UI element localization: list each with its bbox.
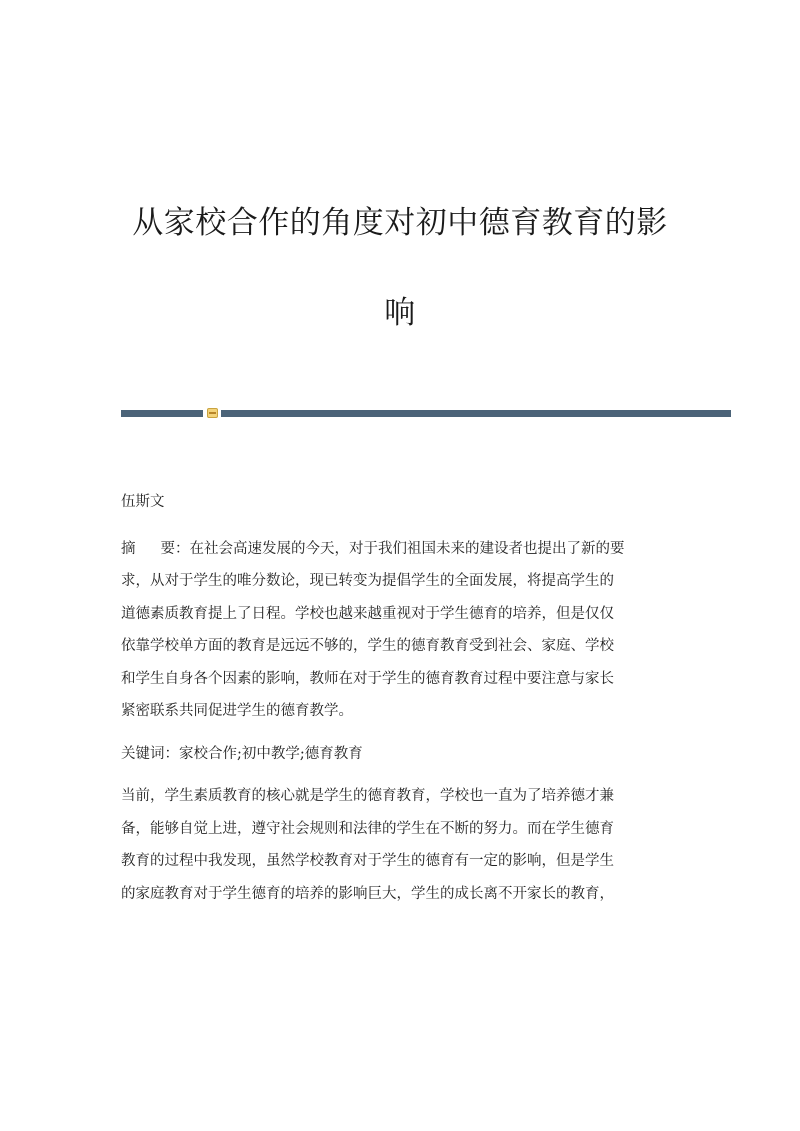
abstract-line: 紧密联系共同促进学生的德育教学。 <box>121 703 353 719</box>
divider-bar-left <box>121 410 203 417</box>
title-line-2: 响 <box>384 295 416 331</box>
abstract-line: 在社会高速发展的今天，对于我们祖国未来的建设者也提出了新的要 <box>189 540 625 557</box>
title-line-1: 从家校合作的角度对初中德育教育的影 <box>132 205 668 241</box>
divider-bar-right <box>221 410 731 417</box>
document-body <box>121 486 681 920</box>
keywords: 关键词：家校合作;初中教学;德育教育 <box>121 745 363 762</box>
title-divider <box>121 408 731 418</box>
abstract-line: 道德素质教育提上了日程。学校也越来越重视对于学生德育的培养，但是仅仅 <box>121 605 614 622</box>
abstract-line: 和学生自身各个因素的影响，教师在对于学生的德育教育过程中要注意与家长 <box>121 670 614 687</box>
author-name: 伍斯文 <box>121 494 165 510</box>
body-line: 教育的过程中我发现，虽然学校教育对于学生的德育有一定的影响，但是学生 <box>121 853 614 869</box>
abstract-label-char2: 要： <box>160 540 190 557</box>
abstract-paragraph <box>121 533 681 728</box>
body-line: 当前，学生素质教育的核心就是学生的德育教育，学校也一直为了培养德才兼 <box>121 788 614 804</box>
body-line: 备，能够自觉上进，遵守社会规则和法律的学生在不断的努力。而在学生德育 <box>121 820 614 837</box>
abstract-line: 求，从对于学生的唯分数论，现已转变为提倡学生的全面发展，将提高学生的 <box>121 573 614 589</box>
abstract-line: 依靠学校单方面的教育是远远不够的，学生的德育教育受到社会、家庭、学校 <box>121 638 614 654</box>
body-line: 的家庭教育对于学生德育的培养的影响巨大，学生的成长离不开家长的教育， <box>121 885 614 902</box>
abstract-label-char1: 摘 <box>121 540 136 557</box>
document-title <box>100 178 700 358</box>
body-paragraph <box>121 780 681 910</box>
divider-emblem-icon <box>207 408 218 418</box>
